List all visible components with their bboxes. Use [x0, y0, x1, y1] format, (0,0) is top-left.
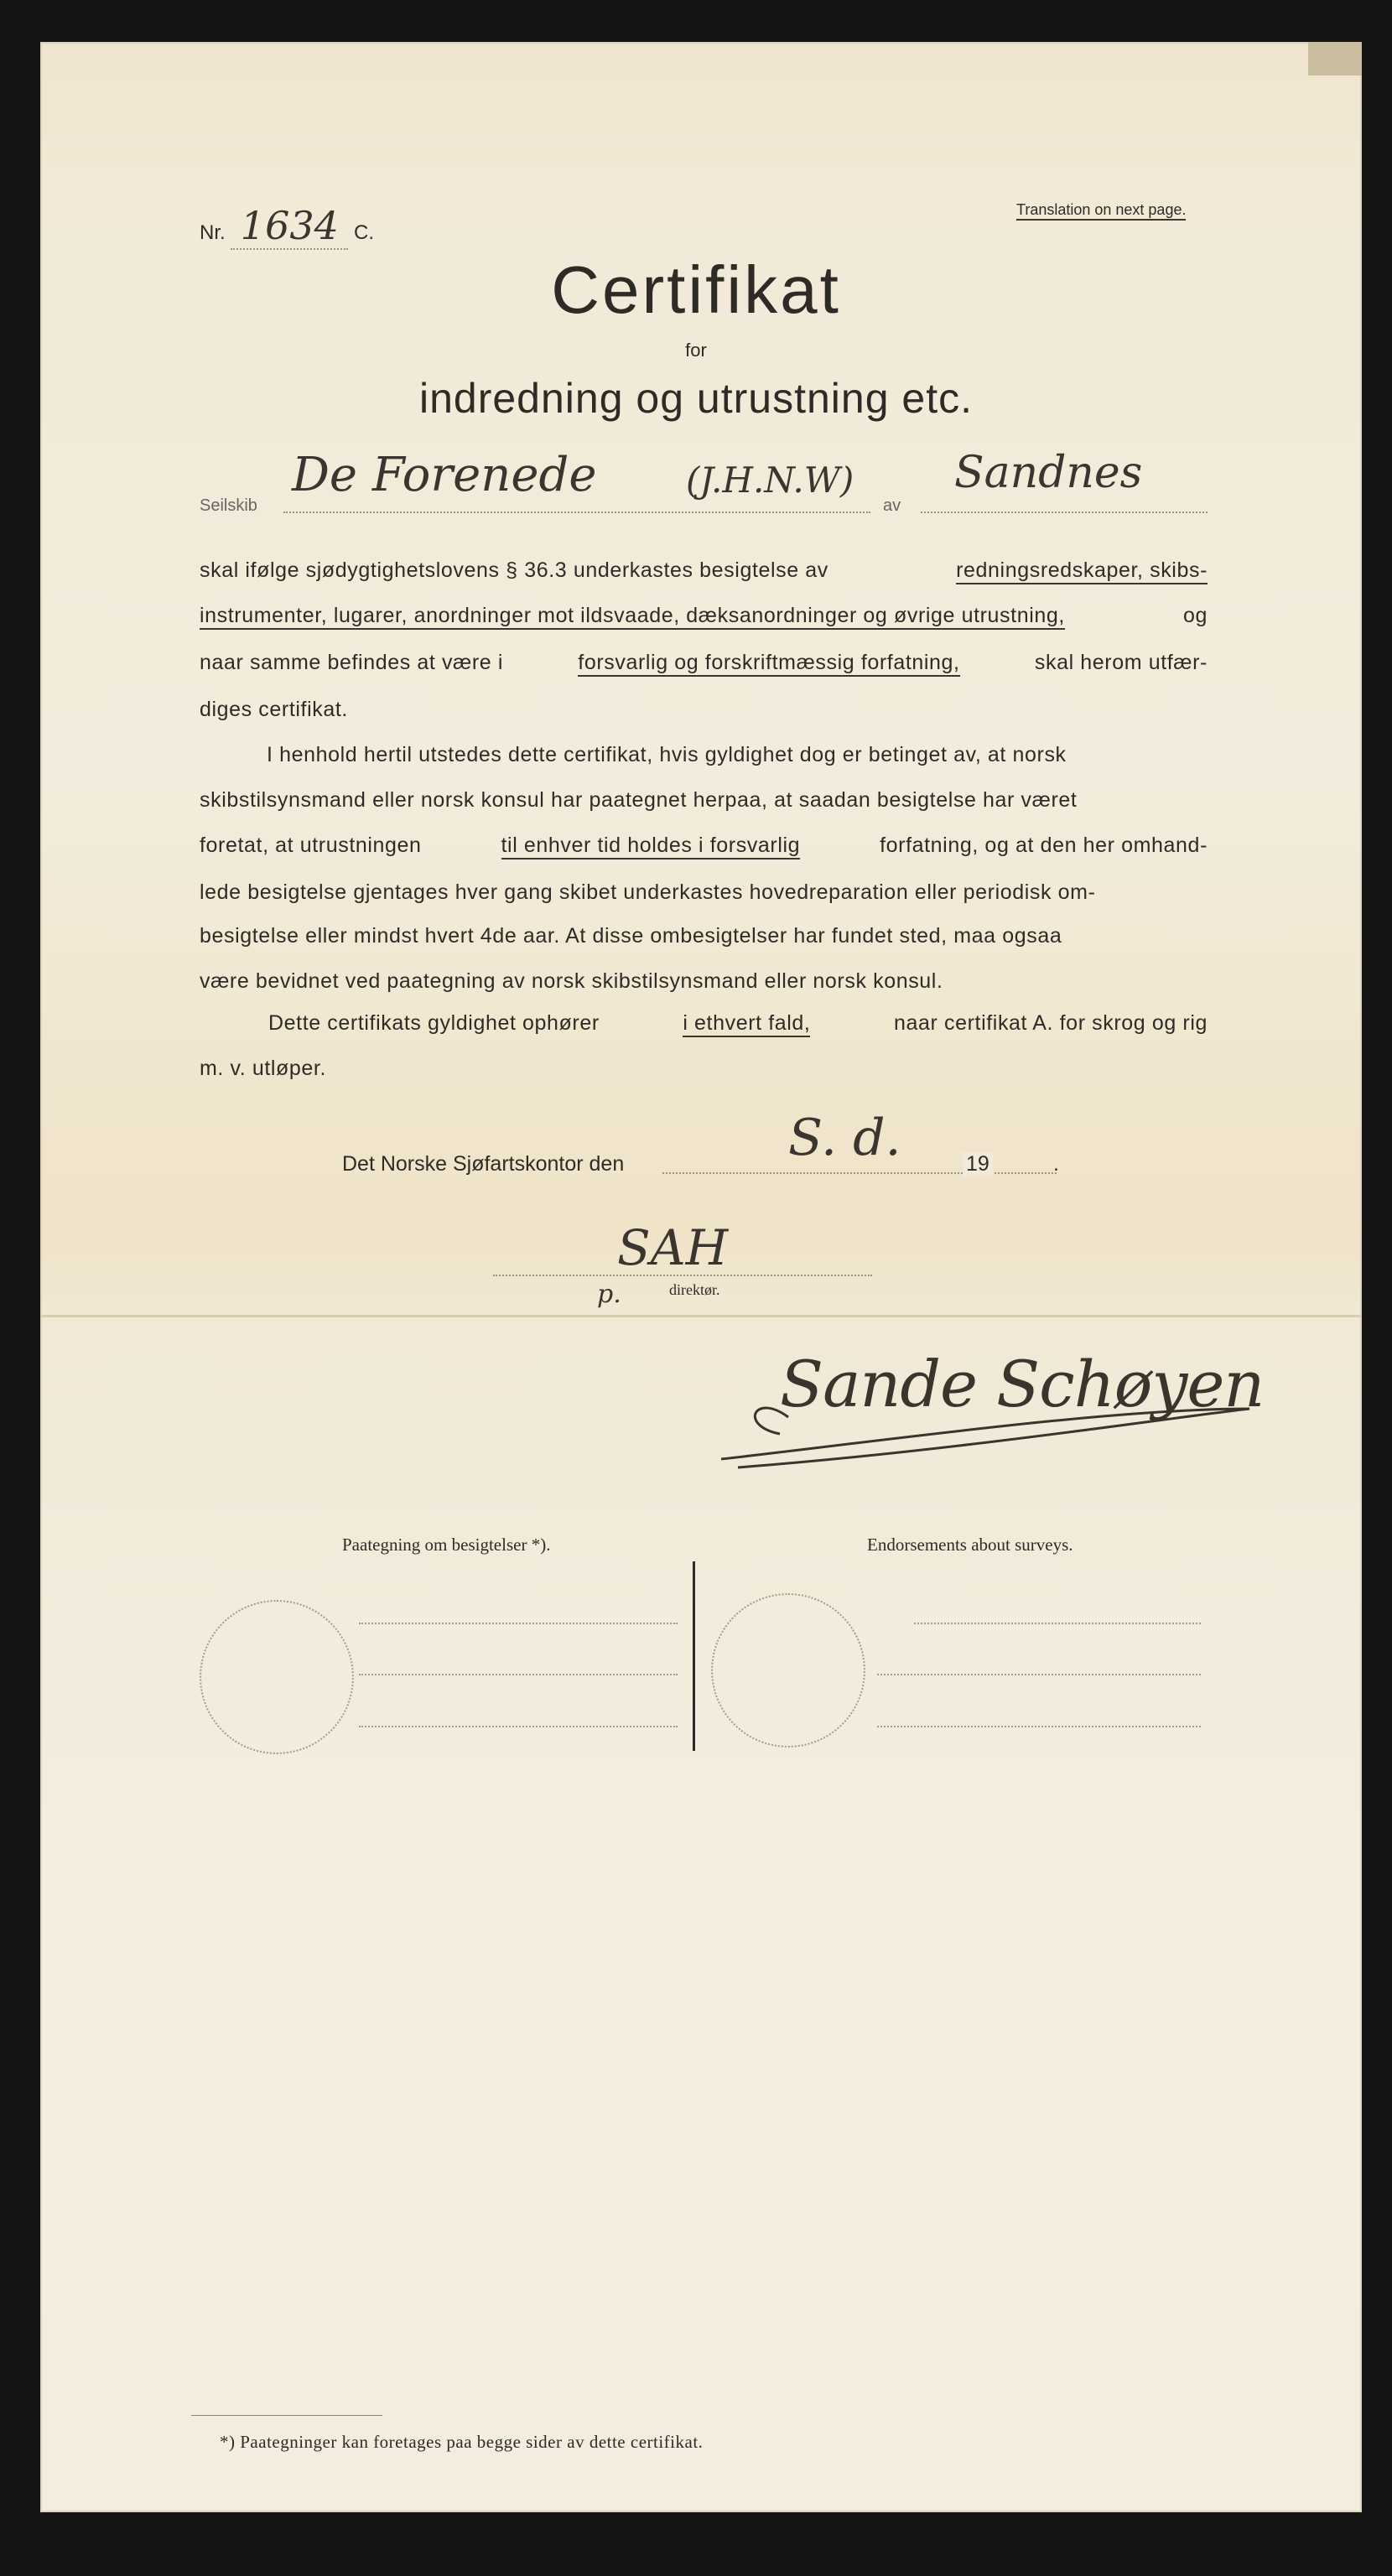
text: skal herom utfær-: [1034, 651, 1208, 674]
text: skal ifølge sjødygtighetslovens § 36.3 underkastes besigtelse av: [200, 558, 828, 582]
underlined-text: forsvarlig og forskriftmæssig forfatning,: [578, 651, 959, 677]
per-label: p.: [597, 1280, 621, 1309]
title-for: for: [685, 340, 707, 361]
endorsement-line: [359, 1623, 678, 1624]
paragraph2-line5: besigtelse eller mindst hvert 4de aar. At disse ombesigtelser har fundet sted, maa ogsaa: [200, 924, 1062, 948]
underlined-text: i ethvert fald,: [683, 1011, 810, 1037]
page-subtitle: indredning og utrustning etc.: [419, 375, 973, 422]
av-label: av: [883, 496, 901, 515]
stamp-circle-right: [711, 1593, 865, 1748]
seilskib-label: Seilskib: [200, 496, 257, 515]
paragraph1-line4: diges certifikat.: [200, 698, 348, 721]
endorsement-divider: [693, 1561, 695, 1751]
endorsement-line: [914, 1623, 1201, 1624]
endorsements-left-heading: Paategning om besigtelser *).: [342, 1535, 551, 1555]
paragraph2-line3: [200, 834, 1208, 860]
certificate-number: [200, 203, 374, 250]
endorsement-line: [359, 1674, 678, 1675]
paragraph1-line1: [200, 558, 1208, 584]
paragraph1-line3: [200, 651, 1208, 677]
endorsement-line: [359, 1726, 678, 1727]
ship-line: [200, 436, 1208, 515]
date-value: S. d.: [788, 1109, 901, 1167]
nr-value: 1634: [231, 203, 348, 250]
nr-label: Nr.: [200, 221, 226, 244]
call-sign: (J.H.N.W): [686, 460, 854, 501]
paragraph3-line2: m. v. utløper.: [200, 1057, 327, 1080]
endorsements-right-heading: Endorsements about surveys.: [867, 1535, 1073, 1555]
office-label: Det Norske Sjøfartskontor den: [342, 1152, 625, 1176]
translation-note: Translation on next page.: [1016, 201, 1186, 221]
ship-name: De Forenede: [292, 448, 597, 502]
underlined-text: instrumenter, lugarer, anordninger mot ildsvaade, dæksanordninger og øvrige utrustning,: [200, 604, 1065, 630]
text: naar samme befindes at være i: [200, 651, 504, 674]
underlined-text: til enhver tid holdes i forsvarlig: [501, 834, 801, 860]
signature: Sande Schøyen: [780, 1347, 1265, 1421]
text: Dette certifikats gyldighet ophører: [268, 1011, 600, 1035]
footnote: *) Paategninger kan foretages paa begge sider av dette certifikat.: [220, 2432, 704, 2452]
home-port: Sandnes: [954, 448, 1143, 498]
paragraph2-line4: lede besigtelse gjentages hver gang skibet underkastes hovedreparation eller periodisk om-: [200, 880, 1096, 904]
paragraph3-line1: [268, 1011, 1208, 1037]
endorsement-line: [877, 1726, 1201, 1727]
footnote-rule: [191, 2415, 382, 2416]
paper-fold: [40, 1315, 1362, 1317]
text: foretat, at utrustningen: [200, 834, 422, 857]
director-initials: SAH: [617, 1219, 729, 1276]
underlined-text: redningsredskaper, skibs-: [956, 558, 1208, 584]
paragraph2-line6: være bevidnet ved paategning av norsk skibstilsynsmand eller norsk konsul.: [200, 969, 943, 993]
paragraph2-line2: skibstilsynsmand eller norsk konsul har paategnet herpaa, at saadan besigtelse har været: [200, 788, 1078, 812]
page-title: Certifikat: [551, 252, 841, 327]
signature-flourish: [704, 1375, 1275, 1476]
nr-suffix: C.: [354, 221, 375, 244]
paragraph1-line2: [200, 604, 1208, 630]
stamp-circle-left: [200, 1600, 354, 1754]
text: og: [1182, 604, 1208, 627]
text: forfatning, og at den her omhand-: [880, 834, 1208, 857]
director-label: direktør.: [669, 1281, 720, 1298]
year-prefix: 19: [963, 1152, 993, 1176]
paper-edge: [1308, 42, 1362, 75]
paragraph2-line1: I henhold hertil utstedes dette certifikat, hvis gyldighet dog er betinget av, at norsk: [267, 743, 1067, 766]
text: naar certifikat A. for skrog og rig: [894, 1011, 1208, 1035]
endorsement-line: [877, 1674, 1201, 1675]
